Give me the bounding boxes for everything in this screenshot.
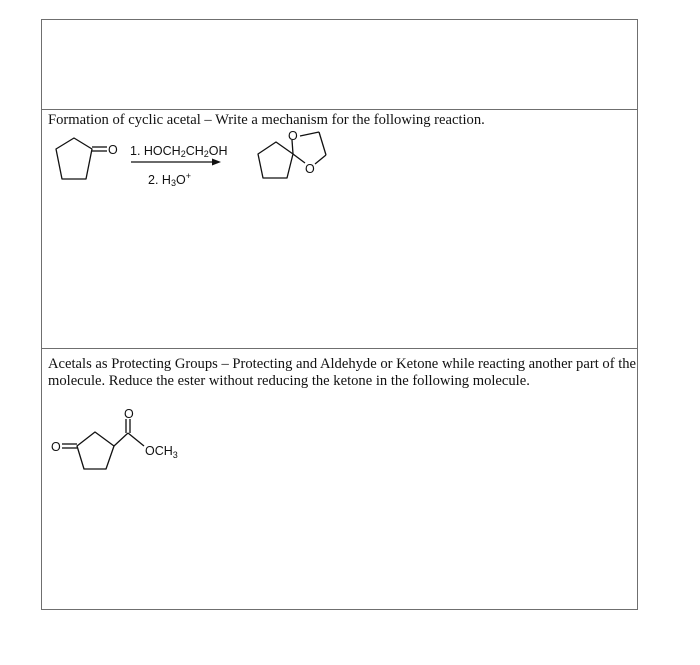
reagent-1: 1. $HOCH_2CH_2OH$	[130, 144, 228, 159]
methoxy-group: $OCH_3$	[145, 444, 178, 460]
reagent-2: 2. $H_3O^+$	[148, 171, 191, 188]
keto-oxygen: O	[51, 440, 61, 454]
section1-title: Formation of cyclic acetal – Write a mechanism for the following reaction.	[48, 112, 485, 128]
section2-text: Acetals as Protecting Groups – Protecting and Aldehyde or Ketone while reacting another part of the molecule. Reduce the ester without reducing the ketone in the following molecule.	[48, 356, 637, 389]
acetal-oxygen-bottom: O	[305, 162, 315, 176]
acetal-oxygen-top: O	[288, 129, 298, 143]
ester-carbonyl-oxygen: O	[124, 407, 134, 421]
cyclopentanone-oxygen: O	[108, 143, 118, 157]
